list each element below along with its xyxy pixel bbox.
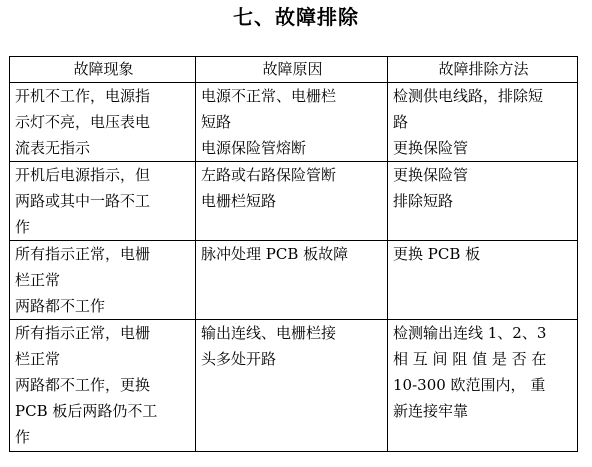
cell-symptom-line: 两路或其中一路不工 <box>15 192 151 210</box>
cell-cause <box>196 83 388 162</box>
cell-fix-line: 检测输出连线 1、2、3 <box>393 324 547 342</box>
header-symptom: 故障现象 <box>10 57 196 83</box>
table-header-row <box>10 57 578 83</box>
cell-symptom <box>10 320 196 452</box>
cell-cause-line: 输出连线、电栅栏接 <box>201 324 337 342</box>
cell-cause-line: 电源不正常、电栅栏 <box>201 87 337 105</box>
cell-fix-line: 新连接牢靠 <box>393 402 469 420</box>
table-row <box>10 241 578 320</box>
cell-fix <box>388 83 578 162</box>
cell-fix-line: 更换保险管 <box>393 139 469 157</box>
cell-cause-line: 短路 <box>201 113 232 131</box>
cell-symptom-line: 所有指示正常，电栅 <box>15 324 151 342</box>
cell-symptom-line: 示灯不亮，电压表电 <box>15 113 151 131</box>
cell-symptom-line: 开机后电源指示，但 <box>15 166 151 184</box>
table-row <box>10 162 578 241</box>
table-row <box>10 320 578 452</box>
cell-symptom <box>10 162 196 241</box>
cell-symptom-line: 作 <box>15 428 31 446</box>
header-cause: 故障原因 <box>196 57 388 83</box>
troubleshooting-table <box>9 56 578 452</box>
cell-symptom-line: 作 <box>15 218 31 236</box>
page-title: 七、故障排除 <box>233 5 359 29</box>
table-row <box>10 83 578 162</box>
cell-cause-line: 左路或右路保险管断 <box>201 166 337 184</box>
cell-symptom-line: 栏正常 <box>15 350 61 368</box>
cell-cause-line: 电源保险管熔断 <box>201 139 307 157</box>
cell-fix-line: 排除短路 <box>393 192 454 210</box>
header-fix: 故障排除方法 <box>388 57 578 83</box>
cell-fix-line: 更换保险管 <box>393 166 469 184</box>
cell-symptom-line: PCB 板后两路仍不工 <box>15 402 158 420</box>
cell-symptom-line: 栏正常 <box>15 271 61 289</box>
cell-symptom-line: 流表无指示 <box>15 139 91 157</box>
cell-fix-line: 相 互 间 阻 值 是 否 在 <box>393 350 547 368</box>
cell-cause-line: 脉冲处理 PCB 板故障 <box>201 245 349 263</box>
cell-fix <box>388 241 578 320</box>
cell-symptom-line: 两路都不工作，更换 <box>15 376 151 394</box>
cell-symptom <box>10 83 196 162</box>
cell-cause <box>196 241 388 320</box>
cell-fix <box>388 320 578 452</box>
cell-fix-line: 检测供电线路，排除短 <box>393 87 544 105</box>
cell-fix-line: 更换 PCB 板 <box>393 245 481 263</box>
cell-symptom-line: 开机不工作，电源指 <box>15 87 151 105</box>
cell-cause <box>196 320 388 452</box>
cell-symptom-line: 所有指示正常，电栅 <box>15 245 151 263</box>
cell-symptom <box>10 241 196 320</box>
cell-fix-line: 10-300 欧范围内， 重 <box>393 376 546 394</box>
cell-fix <box>388 162 578 241</box>
cell-cause <box>196 162 388 241</box>
cell-symptom-line: 两路都不工作 <box>15 297 106 315</box>
cell-cause-line: 电栅栏短路 <box>201 192 277 210</box>
cell-cause-line: 头多处开路 <box>201 350 277 368</box>
cell-fix-line: 路 <box>393 113 409 131</box>
